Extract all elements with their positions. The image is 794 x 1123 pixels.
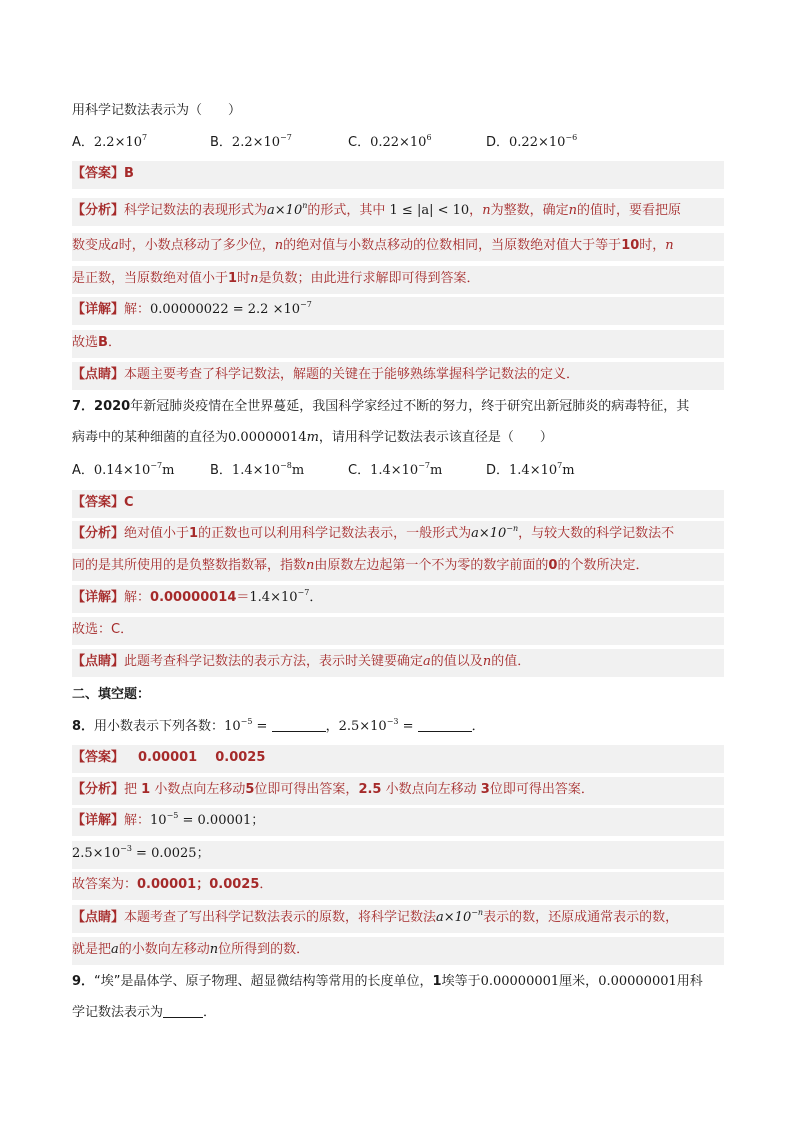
q7-analysis-line2: 同的是其所使用的是负整数指数幂，指数n由原数左边起第一个不为零的数字前面的0的个数所决定． [72, 553, 724, 581]
q6-option-a: A．$2.2\times 10^7$ [72, 133, 148, 150]
q6-comment: 【点睛】本题主要考查了科学记数法，解题的关键在于能够熟练掌握科学记数法的定义． [72, 362, 724, 390]
q8-answer: 【答案】 0.00001 0.0025 [72, 745, 724, 773]
q9-stem-line2: 学记数法表示为 ． [72, 1005, 217, 1020]
q7-option-c: C．$1.4\times 10^{-7}m$ [348, 461, 443, 478]
q6-option-c: C．$0.22\times 10^6$ [348, 133, 432, 150]
q6-option-b: B．$2.2\times 10^{-7}$ [210, 133, 292, 150]
q6-option-d: D．$0.22\times 10^{-6}$ [486, 133, 578, 150]
q6-stem-tail: 用科学记数法表示为（ ） [72, 103, 242, 118]
q6-analysis-line2: 数变成a时，小数点移动了多少位，n的绝对值与小数点移动的位数相同，当原数绝对值大于等于10时，n [72, 233, 724, 261]
q7-analysis-line1: 【分析】绝对值小于1的正数也可以利用科学记数法表示，一般形式为$a\times 10^{-n}$，与较大数的科学记数法不 [72, 521, 724, 549]
q7-answer: 【答案】C [72, 490, 724, 518]
q7-options [72, 458, 724, 486]
q7-comment: 【点睛】此题考查科学记数法的表示方法，表示时关键要确定a的值以及n的值． [72, 649, 724, 677]
q7-option-b: B．$1.4\times 10^{-8}m$ [210, 461, 305, 478]
q8-detail-line1: 【详解】解：$10^{-5} = 0.00001$； [72, 808, 724, 836]
q8-blank-2[interactable] [418, 718, 472, 732]
q6-answer: 【答案】B [72, 161, 724, 189]
q6-analysis-line3: 是正数，当原数绝对值小于1时n是负数；由此进行求解即可得到答案． [72, 266, 724, 294]
q7-stem-line1: 7．2020年新冠肺炎疫情在全世界蔓延，我国科学家经过不断的努力，终于研究出新冠肺炎的病毒特征，其 [72, 399, 690, 414]
q9-blank[interactable] [163, 1004, 203, 1018]
q6-select: 故选B． [72, 330, 724, 358]
q7-select: 故选：C． [72, 617, 724, 645]
q8-blank-1[interactable] [272, 718, 326, 732]
q8-comment-line2: 就是把a的小数向左移动n位所得到的数． [72, 937, 724, 965]
q7-detail: 【详解】解：$0.00000014=1.4\times 10^{-7}$． [72, 585, 724, 613]
q8-final: 故答案为：0.00001；0.0025． [72, 872, 724, 900]
q8-comment-line1: 【点睛】本题考查了写出科学记数法表示的原数，将科学记数法$a\times 10^{-n}$表示的数，还原成通常表示的数， [72, 905, 724, 933]
q7-option-a: A．$0.14\times 10^{-7}m$ [72, 461, 175, 478]
section-heading: 二、填空题： [72, 687, 151, 702]
q8-detail-line2: $2.5\times 10^{-3} = 0.0025$； [72, 841, 724, 869]
q8-analysis: 【分析】把 1 小数点向左移动5位即可得出答案，2.5 小数点向左移动 3位即可得出答案． [72, 777, 724, 805]
q8-stem: 8．用小数表示下列各数：$10^{-5}$ = ，$2.5\times 10^{-3}$ = ． [72, 717, 485, 734]
q7-option-d: D．$1.4\times 10^7m$ [486, 461, 575, 478]
q7-stem-line2: 病毒中的某种细菌的直径为0.00000014m，请用科学记数法表示该直径是（ ） [72, 430, 553, 445]
q6-detail: 【详解】解：$0.00000022 = 2.2 \times 10^{-7}$ [72, 297, 724, 325]
q9-stem-line1: 9．“埃”是晶体学、原子物理、超显微结构等常用的长度单位，1埃等于0.00000001厘米，0.00000001用科 [72, 974, 703, 989]
q6-options [72, 130, 724, 158]
q6-analysis-line1: 【分析】科学记数法的表现形式为$a\times 10^n$的形式，其中 1 ≤ |a| < 10，n为整数，确定n的值时，要看把原 [72, 198, 724, 226]
